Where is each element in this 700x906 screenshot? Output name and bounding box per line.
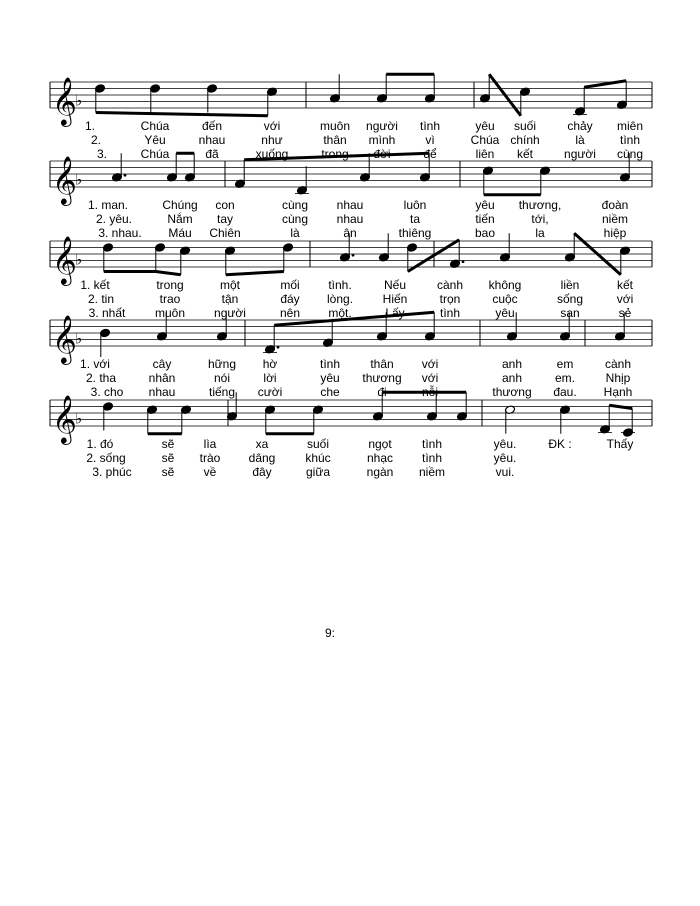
lyric-word: người [564, 147, 596, 161]
lyric-word: nhau [198, 133, 226, 147]
lyric-word: em. [554, 371, 576, 385]
lyric-word: cuộc [492, 292, 518, 306]
lyric-word: mình [368, 133, 396, 147]
lyric-word: không [488, 278, 522, 292]
lyric-word: luôn [403, 198, 427, 212]
lyric-word: trong [321, 147, 349, 161]
lyric-word: 2. tin [87, 292, 115, 306]
lyric-word: yêu [475, 198, 495, 212]
lyric-word: yêu [320, 371, 340, 385]
lyric-word: một. [328, 306, 352, 320]
lyric-word: ĐK : [548, 437, 572, 451]
lyric-word: anh [501, 357, 523, 371]
lyric-word: Thấy [606, 437, 634, 451]
beam [156, 272, 181, 275]
lyric-word: sẽ [161, 465, 175, 479]
lyric-word: Nắm [167, 212, 193, 226]
lyric-word: ngàn [366, 465, 394, 479]
lyric-word: Hạnh [603, 385, 633, 399]
dot [124, 174, 127, 177]
lyric-word: đi [377, 385, 387, 399]
lyric-word: lời [263, 371, 277, 385]
lyric-word: tình [619, 133, 641, 147]
lyric-word: cùng [281, 212, 309, 226]
lyric-word: Chiên [209, 226, 241, 240]
lyric-word: cành [604, 357, 632, 371]
lyric-word: Máu [168, 226, 192, 240]
lyric-word: che [320, 385, 340, 399]
lyric-word: liên [475, 147, 495, 161]
lyric-word: muôn [154, 306, 186, 320]
treble-clef-icon: 𝄞 [52, 76, 77, 125]
lyric-word: đoàn [601, 198, 629, 212]
lyric-word: liền [560, 278, 580, 292]
lyric-word: đáy [280, 292, 300, 306]
lyric-word: với [263, 119, 281, 133]
lyric-word: tình [439, 306, 461, 320]
lyric-word: tình [421, 437, 443, 451]
lyric-word: muôn [319, 119, 351, 133]
lyric-word: chảy [567, 119, 593, 133]
flat-icon: ♭ [75, 329, 83, 348]
lyric-word: la [535, 226, 545, 240]
lyric-word: lòng. [326, 292, 354, 306]
lyric-word: trao [159, 292, 181, 306]
lyric-word: 1. kết [80, 278, 110, 292]
lyric-word: 2. sống [86, 451, 126, 465]
lyric-word: Chúa [140, 147, 170, 161]
lyric-word: như [261, 133, 283, 147]
lyric-word: 3. [96, 147, 108, 161]
lyric-word: tiến [475, 212, 495, 226]
flat-icon: ♭ [75, 91, 83, 110]
lyric-word: 1. man. [87, 198, 129, 212]
lyric-word: cùng [281, 198, 309, 212]
lyric-word: ngọt [368, 437, 392, 451]
lyric-word: hiệp [603, 226, 627, 240]
lyric-word: về [203, 465, 217, 479]
lyric-word: xuống [255, 147, 289, 161]
lyric-word: 3. phúc [92, 465, 132, 479]
lyric-word: sẻ [618, 306, 632, 320]
lyric-word: ta [409, 212, 421, 226]
lyric-word: Chúa [140, 119, 170, 133]
lyric-word: vui. [495, 465, 515, 479]
lyric-word: niềm [418, 465, 446, 479]
lyric-word: 2. tha [85, 371, 117, 385]
lyric-word: trọn [439, 292, 461, 306]
lyric-word: bao [474, 226, 496, 240]
lyric-word: người [366, 119, 398, 133]
lyric-word: là [575, 133, 585, 147]
lyric-word: người [214, 306, 246, 320]
lyric-word: Lấy [385, 306, 405, 320]
lyric-word: Chúa [470, 133, 500, 147]
lyric-word: kết [516, 147, 534, 161]
lyric-word: nhau [336, 212, 364, 226]
lyric-word: cùng [616, 147, 644, 161]
dot [277, 346, 280, 349]
treble-clef-icon: 𝄞 [52, 314, 77, 363]
lyric-word: mối [280, 278, 300, 292]
lyric-word: cười [257, 385, 283, 399]
lyric-word: với [616, 292, 634, 306]
lyric-word: 2. yêu. [95, 212, 133, 226]
dot [352, 254, 355, 257]
lyric-word: là [290, 226, 300, 240]
lyric-word: Nếu [383, 278, 407, 292]
lyric-word: hờ [262, 357, 278, 371]
lyric-word: 2. [90, 133, 102, 147]
lyric-word: nỗi [421, 385, 439, 399]
lyric-word: vì [425, 133, 435, 147]
lyric-word: tình [419, 119, 441, 133]
lyric-word: trào [199, 451, 221, 465]
lyric-word: nhau [148, 385, 176, 399]
beam [96, 113, 268, 116]
lyric-word: với [421, 357, 439, 371]
lyric-word: 3. cho [90, 385, 124, 399]
treble-clef-icon: 𝄞 [52, 394, 77, 443]
lyric-word: sẽ [161, 437, 175, 451]
lyric-word: sẽ [161, 451, 175, 465]
beam [226, 272, 284, 275]
treble-clef-icon: 𝄞 [52, 155, 77, 204]
lyric-word: lìa [203, 437, 217, 451]
lyric-word: 1. đó [86, 437, 114, 451]
flat-icon: ♭ [75, 409, 83, 428]
lyric-word: tình [319, 357, 341, 371]
lyric-word: một [219, 278, 241, 292]
lyric-word: hững [207, 357, 237, 371]
lyric-word: trong [156, 278, 184, 292]
lyric-word: tình. [328, 278, 352, 292]
lyric-word: niềm [601, 212, 629, 226]
treble-clef-icon: 𝄞 [52, 235, 77, 284]
lyric-word: thương, [518, 198, 562, 212]
lyric-word: thân [323, 133, 347, 147]
flat-icon: ♭ [75, 170, 83, 189]
lyric-word: giữa [305, 465, 331, 479]
lyric-word: san [560, 306, 580, 320]
lyric-word: em [556, 357, 574, 371]
dot [462, 260, 465, 263]
lyric-word: yêu. [493, 437, 517, 451]
lyric-word: xa [255, 437, 269, 451]
lyric-word: tình [421, 451, 443, 465]
lyric-word: đây [252, 465, 272, 479]
lyric-word: Chúng [162, 198, 198, 212]
beam [609, 405, 632, 408]
lyric-word: Hiến [382, 292, 408, 306]
lyric-word: nhân [148, 371, 176, 385]
lyric-word: thân [370, 357, 394, 371]
lyric-word: cành [436, 278, 464, 292]
lyric-word: tới, [531, 212, 549, 226]
lyric-word: yêu. [493, 451, 517, 465]
lyric-word: khúc [305, 451, 331, 465]
lyric-word: con [215, 198, 235, 212]
lyric-word: dâng [248, 451, 276, 465]
lyric-word: chính [510, 133, 540, 147]
lyric-word: suối [513, 119, 537, 133]
lyric-word: Nhịp [605, 371, 631, 385]
lyric-word: với [421, 371, 439, 385]
lyric-word: tay [216, 212, 234, 226]
lyric-word: đời [373, 147, 391, 161]
flat-icon: ♭ [75, 250, 83, 269]
lyric-word: nên [279, 306, 301, 320]
lyric-word: đau. [553, 385, 577, 399]
lyric-word: Yêu [144, 133, 166, 147]
lyric-word: tận [221, 292, 239, 306]
lyric-word: kết [616, 278, 634, 292]
lyric-word: tiếng [208, 385, 236, 399]
lyric-word: đã [205, 147, 219, 161]
lyric-word: 3. nhau. [98, 226, 142, 240]
lyric-word: 1. với [80, 357, 110, 371]
lyric-word: 1. [84, 119, 96, 133]
lyric-word: cây [152, 357, 172, 371]
lyric-word: sống [556, 292, 584, 306]
lyric-word: thương [362, 371, 402, 385]
lyric-word: miên [616, 119, 644, 133]
lyric-word: đến [201, 119, 223, 133]
page-number: 9: [324, 626, 336, 640]
lyric-word: thiêng [398, 226, 432, 240]
lyric-word: suối [306, 437, 330, 451]
lyric-word: yêu [495, 306, 515, 320]
lyric-word: 3. nhất [88, 306, 126, 320]
lyric-word: anh [501, 371, 523, 385]
lyric-word: thương [492, 385, 532, 399]
lyric-word: nói [213, 371, 231, 385]
lyric-word: ân [343, 226, 357, 240]
lyric-word: nhau [336, 198, 364, 212]
lyric-word: yêu [475, 119, 495, 133]
lyric-word: nhạc [366, 451, 394, 465]
lyric-word: để [423, 147, 437, 161]
